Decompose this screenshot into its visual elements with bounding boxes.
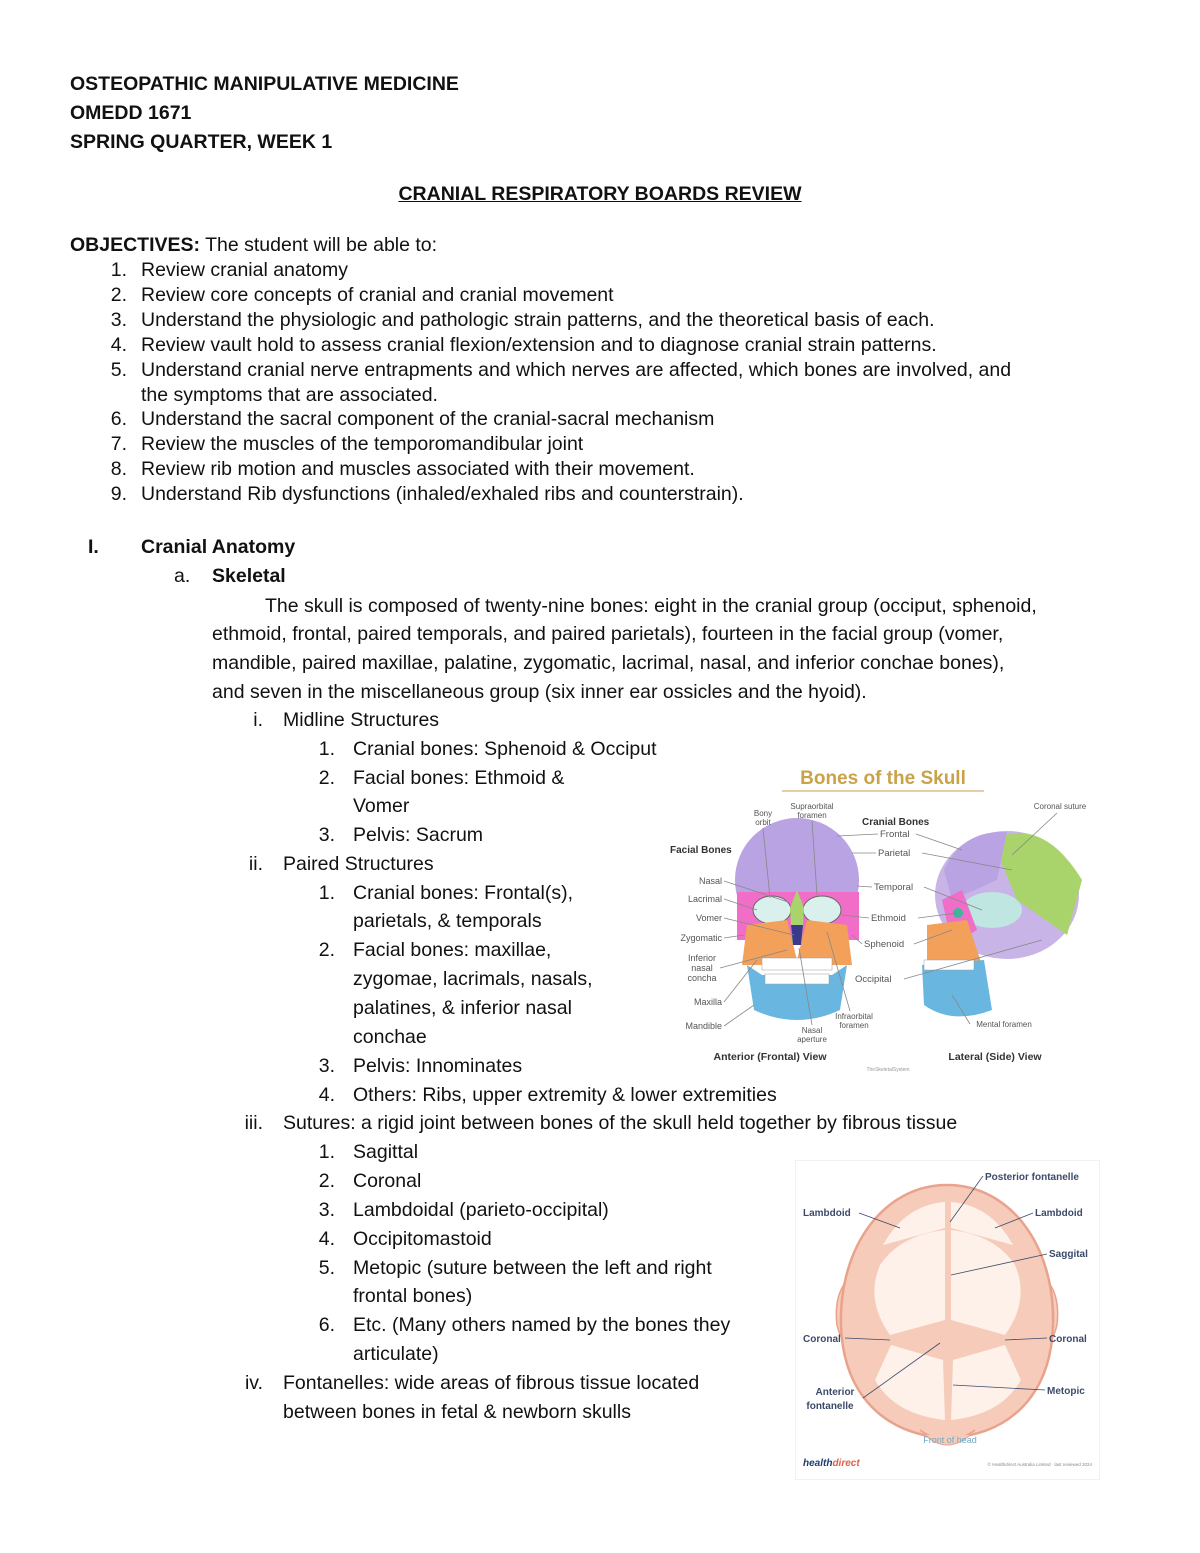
objective-number: 5. — [110, 359, 127, 381]
label-coronal-suture: Coronal suture — [1033, 802, 1087, 811]
list-item: Coronal — [353, 1170, 422, 1192]
list-number: 4. — [318, 1084, 335, 1106]
label-fontanelle: fontanelle — [806, 1401, 854, 1412]
objectives-heading — [70, 233, 437, 257]
list-item: Pelvis: Sacrum — [353, 824, 484, 846]
list-item: Others: Ribs, upper extremity & lower extremities — [353, 1084, 777, 1106]
objective-number: 3. — [110, 309, 127, 331]
section-heading: Cranial Anatomy — [141, 536, 296, 558]
objective-number: 1. — [110, 259, 127, 281]
label-metopic: Metopic — [1047, 1386, 1085, 1397]
list-item-continued: zygomae, lacrimals, nasals, — [353, 968, 593, 990]
list-number: 6. — [318, 1314, 335, 1336]
objective-number: 6. — [110, 408, 127, 430]
anterior-view-caption: Anterior (Frontal) View — [713, 1051, 827, 1063]
list-number: 3. — [318, 1055, 335, 1077]
subsection-heading: Skeletal — [212, 565, 286, 587]
label-sphenoid: Sphenoid — [864, 939, 905, 950]
roman-number: iv. — [244, 1372, 263, 1394]
label-coronal-left: Coronal — [803, 1334, 841, 1345]
objective-item: Review core concepts of cranial and cranial movement — [141, 284, 614, 306]
objective-number: 4. — [110, 334, 127, 356]
objective-number: 2. — [110, 284, 127, 306]
subsection-letter: a. — [174, 565, 191, 587]
label-foramen: foramen — [797, 811, 827, 820]
objective-item: Review cranial anatomy — [141, 259, 349, 281]
course-title: OSTEOPATHIC MANIPULATIVE MEDICINE — [70, 73, 459, 95]
list-item: Facial bones: Ethmoid & — [353, 767, 565, 789]
bones-of-skull-figure — [662, 760, 1102, 1075]
label-lambdoid-right: Lambdoid — [1035, 1208, 1083, 1219]
paragraph-line: ethmoid, frontal, paired temporals, and paired parietals), fourteen in the facial group (vomer, — [212, 623, 1004, 645]
list-heading: Fontanelles: wide areas of fibrous tissue located — [283, 1372, 700, 1394]
list-number: 1. — [318, 882, 335, 904]
label-saggital: Saggital — [1049, 1249, 1088, 1260]
label-concha: concha — [687, 973, 717, 983]
roman-number: i. — [253, 709, 263, 731]
list-number: 1. — [318, 738, 335, 760]
list-number: 3. — [318, 824, 335, 846]
paragraph-line: The skull is composed of twenty-nine bones: eight in the cranial group (occiput, sphenoid, — [265, 595, 1037, 617]
label-nasal: Nasal — [698, 876, 722, 886]
list-item: Metopic (suture between the left and right — [353, 1257, 712, 1279]
label-mental-foramen: Mental foramen — [976, 1020, 1032, 1029]
brand-logo: healthdirect — [803, 1458, 860, 1469]
cranial-bones-heading: Cranial Bones — [862, 817, 930, 828]
label-parietal: Parietal — [878, 848, 911, 859]
label-temporal: Temporal — [874, 882, 914, 893]
list-item: Etc. (Many others named by the bones they — [353, 1314, 731, 1336]
list-item-continued: parietals, & temporals — [353, 910, 542, 932]
list-number: 1. — [318, 1141, 335, 1163]
objective-number: 8. — [110, 458, 127, 480]
list-item-continued: frontal bones) — [353, 1285, 473, 1307]
label-orbit: orbit — [755, 818, 771, 827]
label-aperture: aperture — [797, 1035, 827, 1044]
list-item: Occipitomastoid — [353, 1228, 492, 1250]
list-heading-continued: between bones in fetal & newborn skulls — [283, 1401, 631, 1423]
label-ethmoid: Ethmoid — [871, 913, 906, 924]
label-bony: Bony — [753, 809, 773, 818]
list-item: Cranial bones: Frontal(s), — [353, 882, 574, 904]
objective-item: Understand the physiologic and pathologic strain patterns, and the theoretical basis of each. — [141, 309, 935, 331]
list-item: Pelvis: Innominates — [353, 1055, 523, 1077]
course-code: OMEDD 1671 — [70, 102, 192, 124]
figure-title: Bones of the Skull — [800, 768, 966, 789]
list-item-continued: conchae — [353, 1026, 427, 1048]
list-heading: Midline Structures — [283, 709, 440, 731]
label-nasal-bottom: Nasal — [801, 1026, 823, 1035]
list-item: Sagittal — [353, 1141, 419, 1163]
label-frontal: Frontal — [880, 829, 910, 840]
section-numeral: I. — [88, 536, 99, 558]
list-item: Cranial bones: Sphenoid & Occiput — [353, 738, 657, 760]
lateral-view-caption: Lateral (Side) View — [948, 1051, 1042, 1063]
objective-item: Understand the sacral component of the cranial-sacral mechanism — [141, 408, 715, 430]
label-zygomatic: Zygomatic — [680, 933, 722, 943]
objective-item: Understand cranial nerve entrapments and which nerves are affected, which bones are involved, and — [141, 359, 1012, 381]
objective-number: 9. — [110, 483, 127, 505]
list-item: Lambdoidal (parieto-occipital) — [353, 1199, 609, 1221]
list-number: 4. — [318, 1228, 335, 1250]
label-supraorbital: Supraorbital — [790, 802, 834, 811]
label-nasal-2: nasal — [691, 963, 713, 973]
page-title: CRANIAL RESPIRATORY BOARDS REVIEW — [398, 183, 802, 205]
list-number: 5. — [318, 1257, 335, 1279]
objective-item: Review rib motion and muscles associated with their movement. — [141, 458, 695, 480]
facial-bones-heading: Facial Bones — [670, 845, 732, 856]
list-number: 2. — [318, 1170, 335, 1192]
list-number: 2. — [318, 939, 335, 961]
objectives-label: OBJECTIVES: — [70, 234, 201, 256]
label-occipital: Occipital — [855, 974, 892, 985]
list-item-continued: palatines, & inferior nasal — [353, 997, 572, 1019]
list-item: Facial bones: maxillae, — [353, 939, 552, 961]
objectives-intro: The student will be able to: — [200, 234, 438, 256]
skull-outline — [841, 1185, 1053, 1438]
figure-credit: TheSkeletalSystem — [866, 1067, 910, 1073]
label-infraorbital: Infraorbital — [835, 1012, 873, 1021]
roman-number: ii. — [248, 853, 263, 875]
list-heading: Sutures: a rigid joint between bones of the skull held together by fibrous tissue — [283, 1112, 958, 1134]
paragraph-line: and seven in the miscellaneous group (six inner ear ossicles and the hyoid). — [212, 681, 867, 703]
objective-item-continued: the symptoms that are associated. — [141, 384, 438, 406]
roman-number: iii. — [244, 1112, 263, 1134]
label-posterior-fontanelle: Posterior fontanelle — [985, 1172, 1079, 1183]
label-maxilla: Maxilla — [693, 997, 722, 1007]
copyright: © Healthdirect Australia Limited · last reviewed 2024 — [987, 1462, 1092, 1467]
list-item-continued: Vomer — [353, 795, 410, 817]
label-mandible: Mandible — [685, 1021, 722, 1031]
list-number: 2. — [318, 767, 335, 789]
paragraph-line: mandible, paired maxillae, palatine, zygomatic, lacrimal, nasal, and inferior conchae bones), — [212, 652, 1005, 674]
label-anterior: Anterior — [815, 1387, 855, 1398]
course-term: SPRING QUARTER, WEEK 1 — [70, 131, 333, 153]
label-front-of-head: Front of head — [923, 1435, 977, 1445]
label-coronal-right: Coronal — [1049, 1334, 1087, 1345]
label-lacrimal: Lacrimal — [687, 894, 722, 904]
objective-number: 7. — [110, 433, 127, 455]
label-inferior: Inferior — [687, 953, 717, 963]
fontanelles-figure — [795, 1160, 1100, 1480]
objective-item: Review vault hold to assess cranial flexion/extension and to diagnose cranial strain patterns. — [141, 334, 937, 356]
list-heading: Paired Structures — [283, 853, 434, 875]
objective-item: Review the muscles of the temporomandibular joint — [141, 433, 584, 455]
label-foramen-2: foramen — [839, 1021, 869, 1030]
list-number: 3. — [318, 1199, 335, 1221]
label-lambdoid-left: Lambdoid — [803, 1208, 851, 1219]
anterior-skull-illustration — [735, 818, 859, 1020]
label-vomer: Vomer — [695, 913, 722, 923]
list-item-continued: articulate) — [353, 1343, 439, 1365]
objective-item: Understand Rib dysfunctions (inhaled/exhaled ribs and counterstrain). — [141, 483, 744, 505]
